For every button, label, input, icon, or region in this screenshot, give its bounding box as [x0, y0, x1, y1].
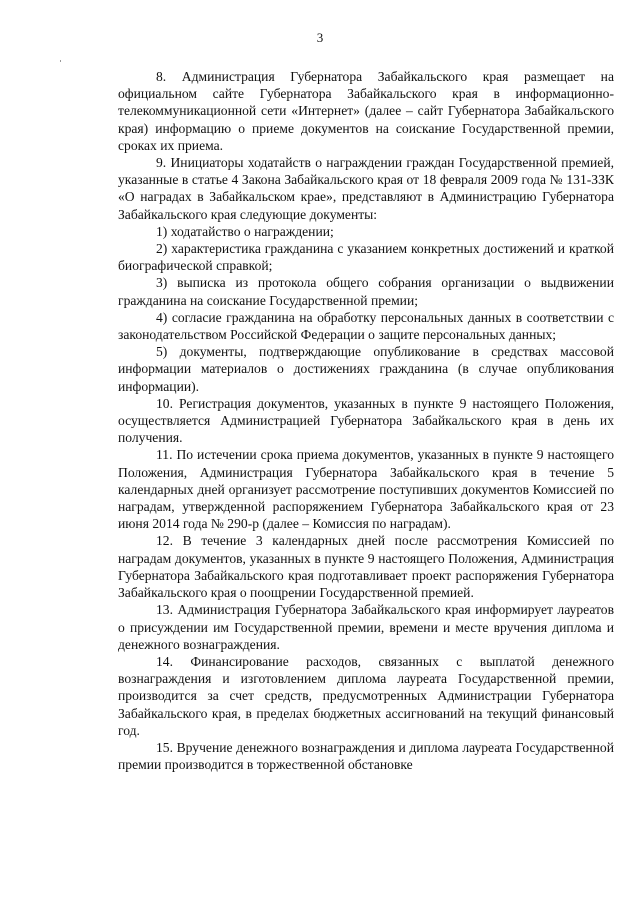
- paragraph-9: 9. Инициаторы ходатайств о награждении граждан Государственной премией, указанные в статье 4 Закона Забайкальского края от 18 февраля 2009 года № 131-ЗЗК «О наградах в Забайкальском крае», представляют в Администрацию Губернатора Забайкальского края следующие документы:: [118, 155, 614, 222]
- document-body: [118, 68, 614, 773]
- page-number: 3: [316, 30, 324, 45]
- paragraph-13: 13. Администрация Губернатора Забайкальского края информирует лауреатов о присуждении им Государственной премии, времени и месте вручения диплома и денежного вознаграждения.: [118, 602, 614, 652]
- paragraph-11: 11. По истечении срока приема документов, указанных в пункте 9 настоящего Положения, Администрация Губернатора Забайкальского края в течение 5 календарных дней организует рассмотрение поступивших документов Комиссией по наградам, утвержденной распоряжением Губернатора Забайкальского края от 23 июня 2014 года № 290-р (далее – Комиссия по наградам).: [118, 447, 614, 532]
- scan-speck: [60, 60, 61, 62]
- paragraph-12: 12. В течение 3 календарных дней после рассмотрения Комиссией по наградам документов, указанных в пункте 9 настоящего Положения, Администрация Губернатора Забайкальского края подготавливает проект распоряжения Губернатора Забайкальского края о поощрении Государственной премией.: [118, 533, 614, 601]
- paragraph-14: 14. Финансирование расходов, связанных с выплатой денежного вознаграждения и изготовлением диплома лауреата Государственной премии, производится за счет средств, предусмотренных Администрации Губернатора Забайкальского края, в пределах бюджетных ассигнований на текущий финансовый год.: [118, 653, 614, 738]
- list-item-3: 3) выписка из протокола общего собрания организации о выдвижении гражданина на соискание Государственной премии;: [118, 275, 614, 308]
- list-item-5: 5) документы, подтверждающие опубликование в средствах массовой информации материалов о достижениях гражданина (в случае опубликования информации).: [118, 344, 614, 394]
- list-item-1: 1) ходатайство о награждении;: [156, 223, 334, 239]
- paragraph-10: 10. Регистрация документов, указанных в пункте 9 настоящего Положения, осуществляется Администрацией Губернатора Забайкальского края в день их получения.: [118, 395, 614, 446]
- paragraph-8: 8. Администрация Губернатора Забайкальского края размещает на официальном сайте Губернатора Забайкальского края в информационно-телекоммуникационной сети «Интернет» (далее – сайт Губернатора Забайкальского края) информацию о приеме документов на соискание Государственной премии, сроках их приема.: [118, 69, 614, 153]
- list-item-2: 2) характеристика гражданина с указанием конкретных достижений и краткой биографической справкой;: [118, 241, 614, 274]
- paragraph-15: 15. Вручение денежного вознаграждения и диплома лауреата Государственной премии производится в торжественной обстановке: [118, 739, 614, 773]
- list-item-4: 4) согласие гражданина на обработку персональных данных в соответствии с законодательством Российской Федерации о защите персональных данных;: [118, 309, 614, 343]
